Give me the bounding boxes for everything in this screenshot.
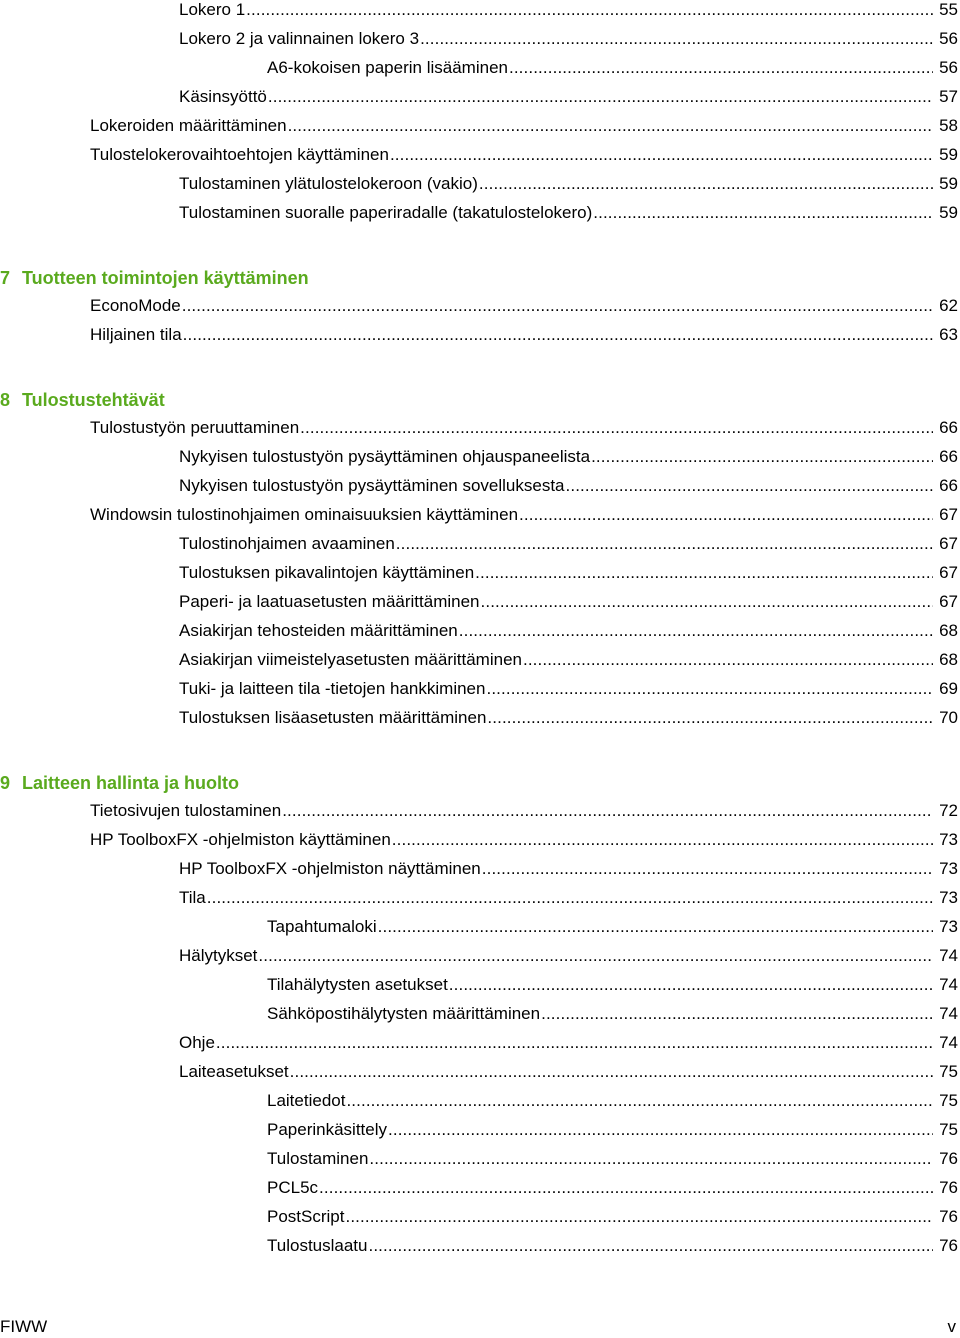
dot-leader [541, 1002, 933, 1026]
dot-leader [392, 828, 933, 852]
toc-entry-title[interactable]: Tulostaminen [267, 1149, 369, 1168]
toc-entry[interactable] [179, 445, 958, 469]
dot-leader [290, 1060, 933, 1084]
dot-leader [183, 323, 933, 347]
chapter-number: 8 [0, 390, 11, 410]
toc-entry-page-number[interactable]: 56 [939, 29, 958, 48]
toc-entry-page-number[interactable]: 76 [939, 1207, 958, 1226]
dot-leader [475, 561, 933, 585]
toc-entry-page-number[interactable]: 59 [939, 145, 958, 164]
toc-entry-page-number[interactable]: 66 [939, 418, 958, 437]
chapter-title: Tulostustehtävät [22, 390, 165, 410]
toc-entry-page-number[interactable]: 75 [939, 1091, 958, 1110]
toc-entry-page-number[interactable]: 74 [939, 946, 958, 965]
toc-entry[interactable] [179, 201, 958, 225]
dot-leader [509, 56, 933, 80]
toc-entry[interactable] [90, 416, 958, 440]
toc-entry-page-number[interactable]: 67 [939, 563, 958, 582]
toc-entry-title[interactable]: Paperi- ja laatuasetusten määrittäminen [179, 592, 480, 611]
toc-entry-page-number[interactable]: 72 [939, 801, 958, 820]
toc-entry-title[interactable]: Tietosivujen tulostaminen [90, 801, 282, 820]
chapter-title: Laitteen hallinta ja huolto [22, 773, 240, 793]
dot-leader [319, 1176, 933, 1200]
toc-entry-page-number[interactable]: 67 [939, 534, 958, 553]
toc-entry-page-number[interactable]: 73 [939, 830, 958, 849]
toc-entry-page-number[interactable]: 74 [939, 975, 958, 994]
toc-entry-title[interactable]: Nykyisen tulostustyön pysäyttäminen ohjauspaneelista [179, 447, 591, 466]
toc-entry[interactable] [90, 143, 958, 167]
toc-entry[interactable] [90, 503, 958, 527]
toc-entry-title[interactable]: Asiakirjan tehosteiden määrittäminen [179, 621, 458, 640]
toc-entry[interactable] [267, 1234, 958, 1258]
toc-entry[interactable] [267, 56, 958, 80]
toc-entry[interactable] [179, 85, 958, 109]
dot-leader [396, 532, 933, 556]
dot-leader [482, 857, 933, 881]
toc-entry-title[interactable]: Tulostaminen suoralle paperiradalle (takatulostelokero) [179, 203, 593, 222]
toc-entry-page-number[interactable]: 57 [939, 87, 958, 106]
dot-leader [207, 886, 933, 910]
toc-entry-page-number[interactable]: 75 [939, 1062, 958, 1081]
dot-leader [300, 416, 933, 440]
toc-entry[interactable] [179, 532, 958, 556]
dot-leader [346, 1089, 933, 1113]
toc-entry[interactable] [90, 114, 958, 138]
chapter-number: 9 [0, 773, 11, 793]
toc-entry-title[interactable]: Tulostaminen ylätulostelokeroon (vakio) [179, 174, 478, 193]
toc-entry-title[interactable]: Lokeroiden määrittäminen [90, 116, 287, 135]
toc-entry[interactable] [179, 944, 958, 968]
dot-leader [486, 677, 933, 701]
toc-entry[interactable] [179, 1060, 958, 1084]
toc-entry[interactable] [267, 1147, 958, 1171]
footer-document-code: FIWW [0, 1317, 48, 1336]
toc-entry-title[interactable]: Nykyisen tulostustyön pysäyttäminen sovelluksesta [179, 476, 565, 495]
toc-entry[interactable] [179, 27, 958, 51]
toc-entry[interactable] [179, 619, 958, 643]
toc-entry-page-number[interactable]: 73 [939, 859, 958, 878]
toc-entry-title[interactable]: PCL5c [267, 1178, 319, 1197]
toc-entry-page-number[interactable]: 68 [939, 621, 958, 640]
toc-entry-page-number[interactable]: 66 [939, 447, 958, 466]
dot-leader [288, 114, 933, 138]
dot-leader [523, 648, 933, 672]
toc-entry[interactable] [179, 648, 958, 672]
toc-entry-title[interactable]: Tuki- ja laitteen tila -tietojen hankkiminen [179, 679, 486, 698]
toc-entry-title[interactable]: Hiljainen tila [90, 325, 182, 344]
dot-leader [566, 474, 933, 498]
dot-leader [487, 706, 933, 730]
toc-entry[interactable] [267, 1089, 958, 1113]
toc-entry[interactable] [267, 1176, 958, 1200]
toc-entry[interactable] [267, 973, 958, 997]
dot-leader [258, 944, 933, 968]
toc-entry-title[interactable]: PostScript [267, 1207, 345, 1226]
toc-entry-page-number[interactable]: 55 [939, 0, 958, 19]
toc-entry-title[interactable]: Lokero 2 ja valinnainen lokero 3 [179, 29, 420, 48]
dot-leader [449, 973, 933, 997]
toc-entry-title[interactable]: Laiteasetukset [179, 1062, 289, 1081]
toc-entry-title[interactable]: Tulostustyön peruuttaminen [90, 418, 300, 437]
dot-leader [282, 799, 933, 823]
chapter-heading[interactable] [0, 770, 239, 796]
dot-leader [378, 915, 933, 939]
toc-entry-title[interactable]: Asiakirjan viimeistelyasetusten määrittäminen [179, 650, 522, 669]
dot-leader [345, 1205, 933, 1229]
dot-leader [369, 1147, 933, 1171]
toc-entry[interactable] [267, 1205, 958, 1229]
toc-entry[interactable] [179, 886, 958, 910]
toc-entry[interactable] [179, 1031, 958, 1055]
toc-entry-page-number[interactable]: 74 [939, 1033, 958, 1052]
toc-entry[interactable] [267, 915, 958, 939]
chapter-heading[interactable] [0, 387, 165, 413]
toc-entry-title[interactable]: HP ToolboxFX -ohjelmiston käyttäminen [90, 830, 391, 849]
chapter-heading[interactable] [0, 265, 309, 291]
toc-entry[interactable] [90, 828, 958, 852]
dot-leader [420, 27, 933, 51]
toc-entry[interactable] [179, 474, 958, 498]
chapter-title: Tuotteen toimintojen käyttäminen [22, 268, 309, 288]
toc-entry-title[interactable]: Windowsin tulostinohjaimen ominaisuuksien käyttäminen [90, 505, 519, 524]
toc-entry[interactable] [179, 857, 958, 881]
toc-entry[interactable] [179, 706, 958, 730]
dot-leader [591, 445, 933, 469]
dot-leader [268, 85, 933, 109]
toc-entry-title[interactable]: Tulostuslaatu [267, 1236, 368, 1255]
toc-entry-title[interactable]: Tulostinohjaimen avaaminen [179, 534, 395, 553]
toc-entry-page-number[interactable]: 67 [939, 505, 958, 524]
dot-leader [216, 1031, 933, 1055]
dot-leader [479, 172, 933, 196]
toc-entry-page-number[interactable]: 75 [939, 1120, 958, 1139]
dot-leader [182, 294, 933, 318]
toc-entry-page-number[interactable]: 59 [939, 174, 958, 193]
toc-entry-title[interactable]: EconoMode [90, 296, 181, 315]
toc-entry-title[interactable]: Tulostelokerovaihtoehtojen käyttäminen [90, 145, 389, 164]
toc-entry-page-number[interactable]: 76 [939, 1178, 958, 1197]
dot-leader [246, 0, 933, 22]
toc-entry-page-number[interactable]: 67 [939, 592, 958, 611]
dot-leader [459, 619, 933, 643]
toc-entry-title[interactable]: Tila [179, 888, 206, 907]
toc-entry-title[interactable]: Käsinsyöttö [179, 87, 267, 106]
toc-entry[interactable] [90, 799, 958, 823]
toc-entry-title[interactable]: Tapahtumaloki [267, 917, 377, 936]
toc-entry-title[interactable]: Hälytykset [179, 946, 258, 965]
toc-entry-title[interactable]: Lokero 1 [179, 0, 246, 19]
toc-entry-page-number[interactable]: 59 [939, 203, 958, 222]
footer-page-number: v [947, 1317, 956, 1336]
toc-entry-title[interactable]: Laitetiedot [267, 1091, 346, 1110]
toc-entry[interactable] [179, 590, 958, 614]
toc-entry-title[interactable]: Tulostuksen lisäasetusten määrittäminen [179, 708, 487, 727]
toc-entry-page-number[interactable]: 69 [939, 679, 958, 698]
toc-entry-title[interactable]: A6-kokoisen paperin lisääminen [267, 58, 508, 77]
dot-leader [390, 143, 933, 167]
toc-entry-page-number[interactable]: 74 [939, 1004, 958, 1023]
dot-leader [593, 201, 933, 225]
toc-entry[interactable] [179, 561, 958, 585]
toc-entry-title[interactable]: Sähköpostihälytysten määrittäminen [267, 1004, 541, 1023]
toc-entry-title[interactable]: Paperinkäsittely [267, 1120, 388, 1139]
dot-leader [519, 503, 933, 527]
toc-entry-page-number[interactable]: 63 [939, 325, 958, 344]
toc-entry-page-number[interactable]: 56 [939, 58, 958, 77]
toc-entry[interactable] [90, 294, 958, 318]
toc-entry-title[interactable]: HP ToolboxFX -ohjelmiston näyttäminen [179, 859, 481, 878]
dot-leader [481, 590, 934, 614]
toc-entry-title[interactable]: Ohje [179, 1033, 215, 1052]
dot-leader [388, 1118, 933, 1142]
toc-entry-title[interactable]: Tilahälytysten asetukset [267, 975, 448, 994]
toc-entry-page-number[interactable]: 68 [939, 650, 958, 669]
toc-entry[interactable] [179, 677, 958, 701]
toc-entry-page-number[interactable]: 66 [939, 476, 958, 495]
toc-entry-page-number[interactable]: 76 [939, 1236, 958, 1255]
toc-entry-page-number[interactable]: 62 [939, 296, 958, 315]
toc-entry[interactable] [267, 1118, 958, 1142]
toc-entry[interactable] [90, 323, 958, 347]
toc-entry-page-number[interactable]: 73 [939, 917, 958, 936]
toc-entry[interactable] [267, 1002, 958, 1026]
toc-entry[interactable] [179, 0, 958, 22]
toc-entry[interactable] [179, 172, 958, 196]
chapter-number: 7 [0, 268, 11, 288]
toc-entry-page-number[interactable]: 76 [939, 1149, 958, 1168]
toc-entry-title[interactable]: Tulostuksen pikavalintojen käyttäminen [179, 563, 475, 582]
dot-leader [368, 1234, 933, 1258]
toc-entry-page-number[interactable]: 58 [939, 116, 958, 135]
toc-entry-page-number[interactable]: 73 [939, 888, 958, 907]
toc-entry-page-number[interactable]: 70 [939, 708, 958, 727]
